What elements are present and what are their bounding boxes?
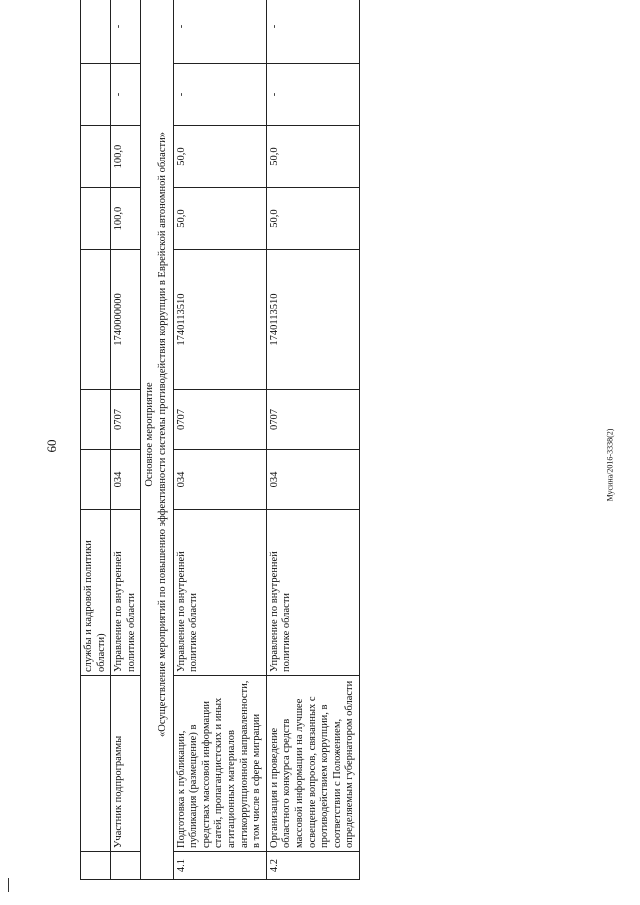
name-cell: Организация и проведение областного конкурса средств массовой информации на лучшее освещение вопросов, связанных с противодействием коррупции, в соответствии с Положением, определяемым губернатором области xyxy=(266,676,359,852)
margin-mark xyxy=(8,878,9,892)
table-row xyxy=(266,0,359,880)
value-cell xyxy=(81,64,111,126)
value-cell xyxy=(81,126,111,188)
csr-cell: 1740000000 xyxy=(111,250,141,390)
value-cell: 100,0 xyxy=(111,126,141,188)
document-code: Мусина/2016-3338(2) xyxy=(605,428,615,502)
participant-label: Участник подпрограммы xyxy=(111,676,141,852)
value-cell xyxy=(81,188,111,250)
table-row xyxy=(173,0,266,880)
rzpr-cell: 0707 xyxy=(111,390,141,450)
value-cell: 50,0 xyxy=(266,126,359,188)
grbs-cell xyxy=(81,450,111,510)
grbs-cell: 034 xyxy=(173,450,266,510)
section-header xyxy=(141,0,173,880)
value-cell: 50,0 xyxy=(266,188,359,250)
participant-row xyxy=(111,0,141,880)
csr-cell: 1740113510 xyxy=(266,250,359,390)
value-cell: - xyxy=(173,64,266,126)
continuation-row xyxy=(81,0,111,880)
rzpr-cell xyxy=(81,390,111,450)
section-title-line2: «Осуществление мероприятий по повышению эффективности системы противодействия коррупции в Еврейской автономной области» xyxy=(156,132,168,737)
section-header-row xyxy=(141,0,173,880)
name-cell: Подготовка к публикации, публикация (размещение) в средствах массовой информации статей, пропагандистских и иных агитационных материалов антикоррупционной направленности, в том числе в сфере миграции xyxy=(173,676,266,852)
value-cell: - xyxy=(266,64,359,126)
value-cell xyxy=(81,0,111,64)
executor-cell: Управление по внутренней политике области xyxy=(111,510,141,676)
num-cell xyxy=(81,852,111,880)
num-cell: 4.2 xyxy=(266,852,359,880)
executor-cell: службы и кадровой политики области) xyxy=(81,510,111,676)
page-number: 60 xyxy=(44,439,59,453)
value-cell: 100,0 xyxy=(111,188,141,250)
grbs-cell: 034 xyxy=(111,450,141,510)
value-cell: - xyxy=(266,0,359,64)
grbs-cell: 034 xyxy=(266,450,359,510)
value-cell: - xyxy=(111,0,141,64)
executor-cell: Управление по внутренней политике области xyxy=(173,510,266,676)
name-cell xyxy=(81,676,111,852)
value-cell: 50,0 xyxy=(173,126,266,188)
num-cell xyxy=(111,852,141,880)
rzpr-cell: 0707 xyxy=(173,390,266,450)
csr-cell xyxy=(81,250,111,390)
csr-cell: 1740113510 xyxy=(173,250,266,390)
value-cell: - xyxy=(173,0,266,64)
budget-table xyxy=(80,0,360,880)
executor-cell: Управление по внутренней политике области xyxy=(266,510,359,676)
value-cell: 50,0 xyxy=(173,188,266,250)
rotated-table-container xyxy=(80,24,356,880)
value-cell: - xyxy=(111,64,141,126)
section-title-line1: Основное мероприятие xyxy=(144,382,156,487)
num-cell: 4.1 xyxy=(173,852,266,880)
rzpr-cell: 0707 xyxy=(266,390,359,450)
